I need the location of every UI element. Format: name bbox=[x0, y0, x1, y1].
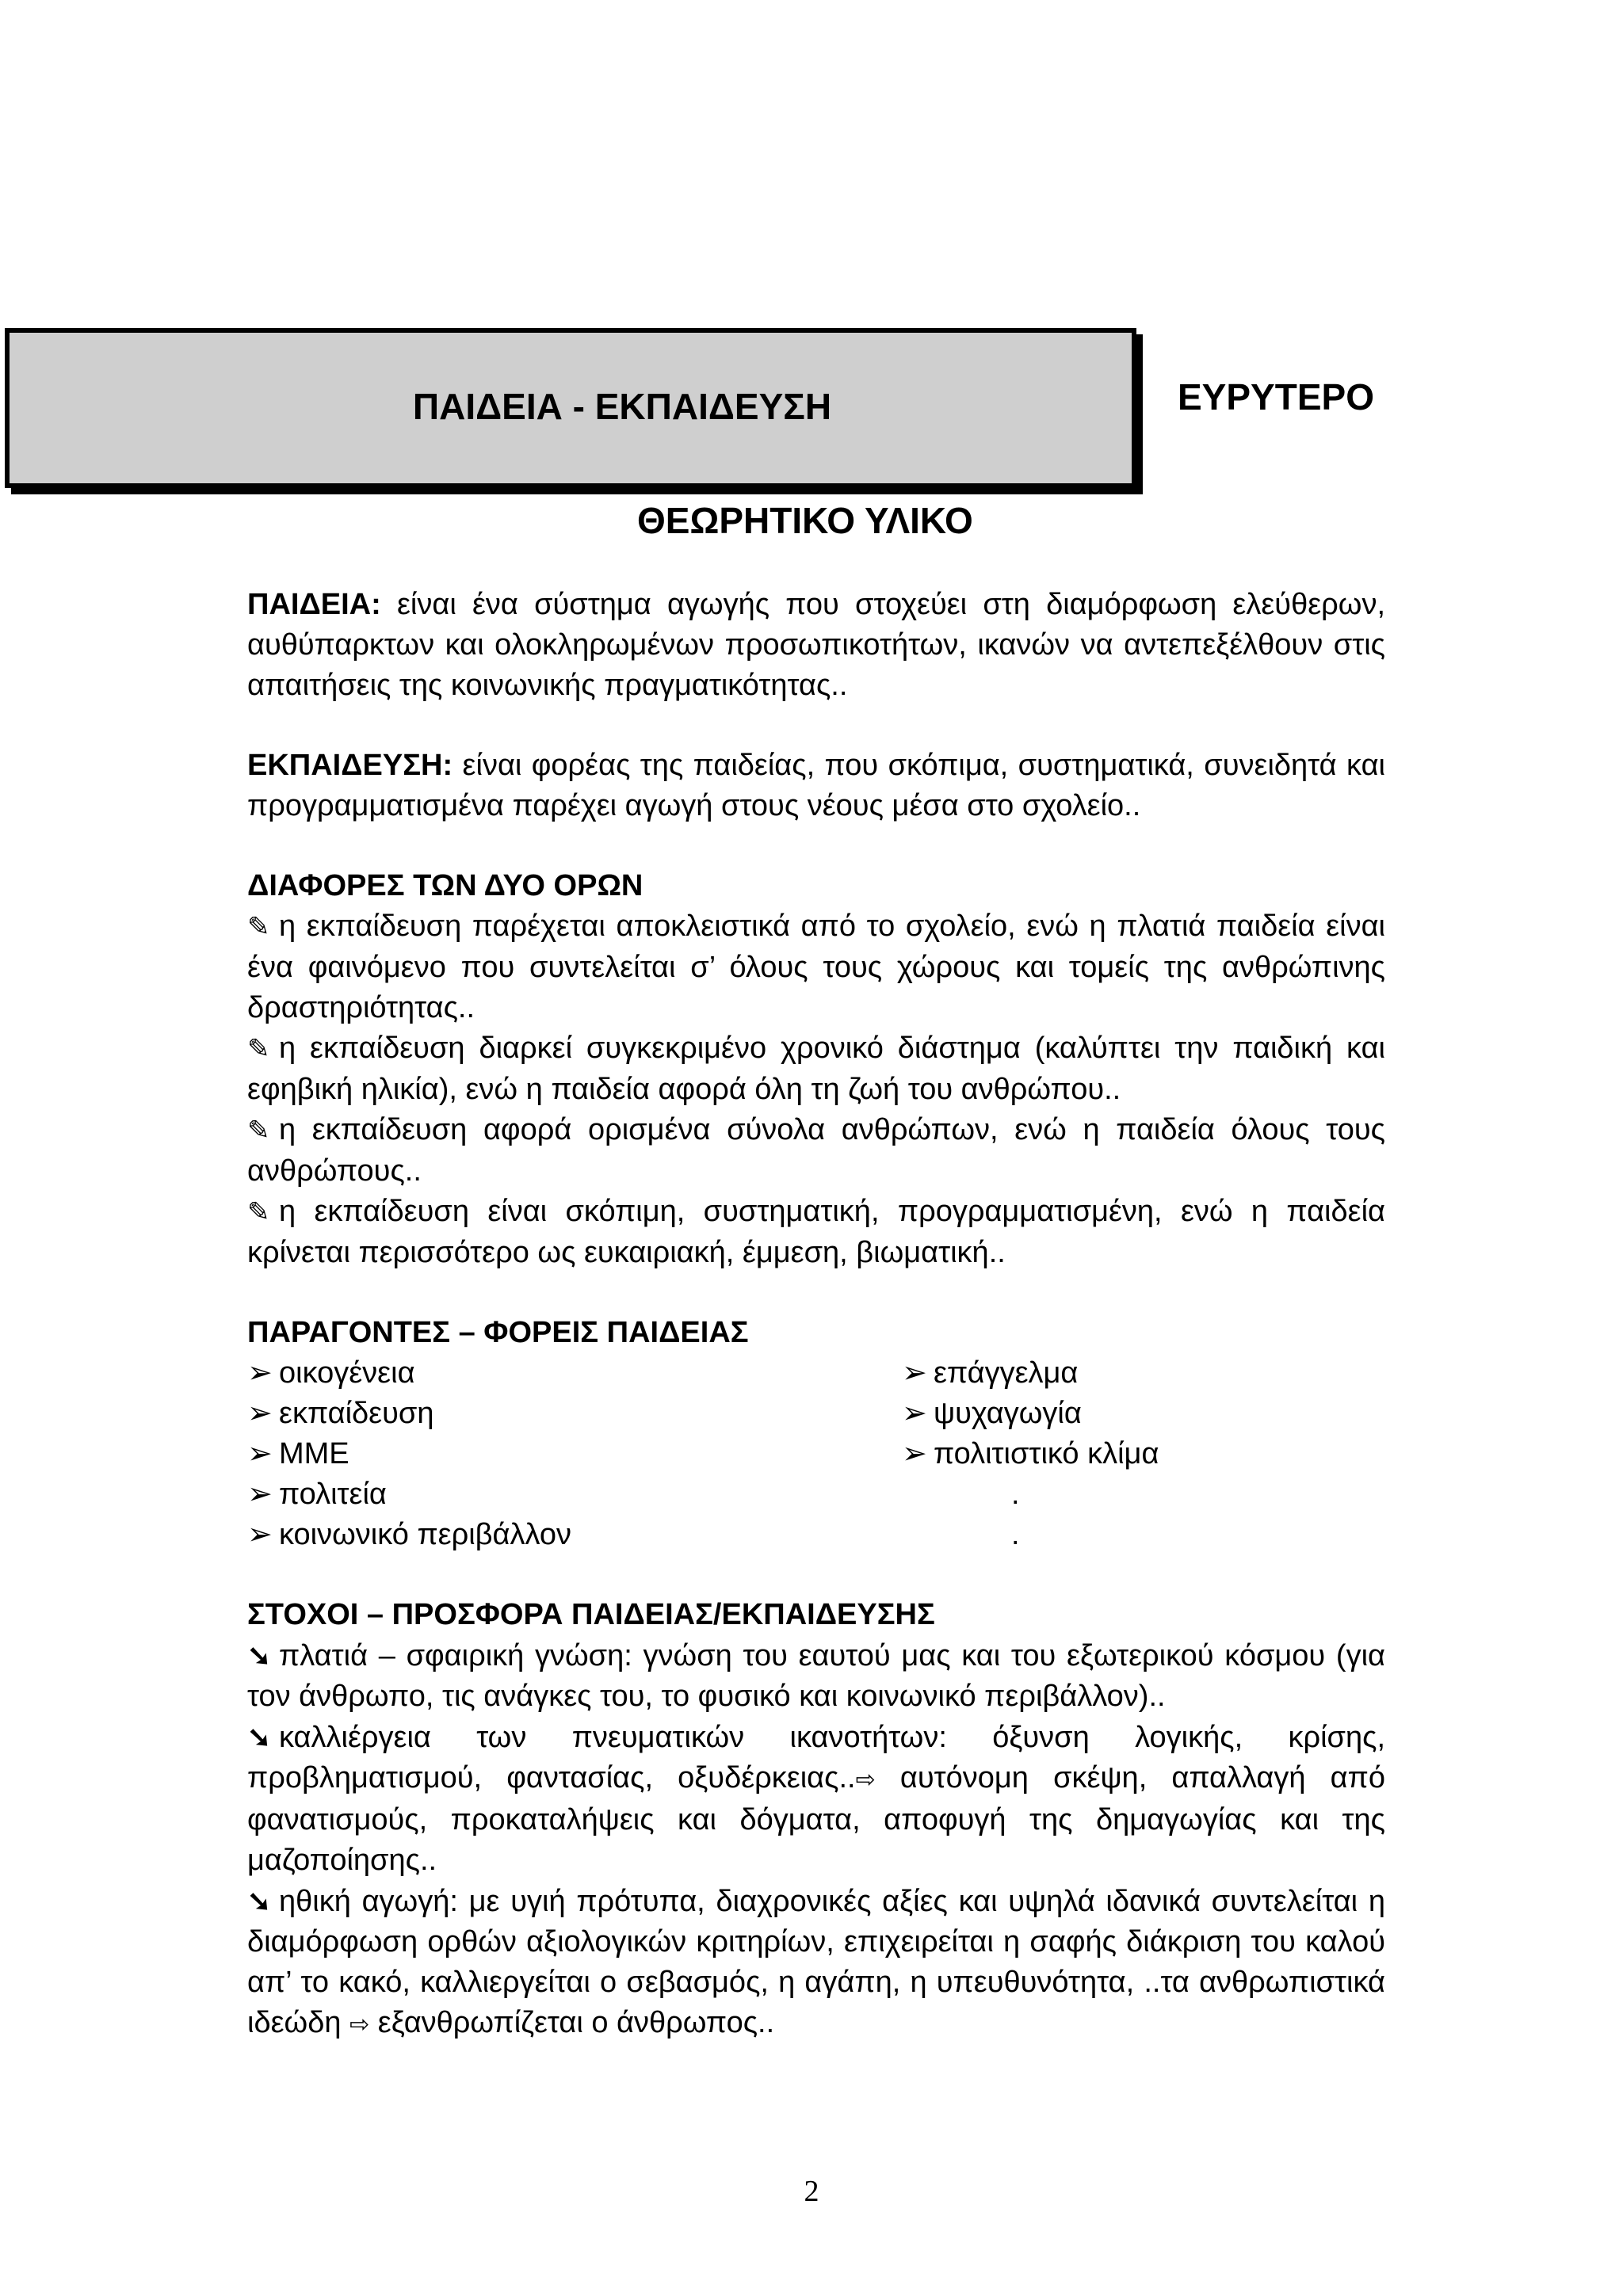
pencil-icon: ✎ bbox=[247, 912, 270, 942]
list-item-text: επάγγελμα bbox=[934, 1356, 1079, 1390]
section-heading-differences: ΔΙΑΦΟΡΕΣ ΤΩΝ ΔΥΟ ΟΡΩΝ bbox=[247, 869, 643, 902]
arrowhead-bullet-icon: ➢ bbox=[247, 1437, 273, 1470]
definition-text: είναι φορέας της παιδείας, που σκόπιμα, συστηματικά, συνειδητά και προγραμματισμένα παρέχει αγωγή στους νέους μέσα στο σχολείο.. bbox=[247, 749, 1385, 822]
diagonal-arrow-icon: ➘ bbox=[247, 1721, 272, 1753]
box-title: ΠΑΙΔΕΙΑ - ΕΚΠΑΙΔΕΥΣΗ bbox=[412, 386, 832, 427]
section-heading-goals: ΣΤΟΧΟΙ – ΠΡΟΣΦΟΡΑ ΠΑΙΔΕΙΑΣ/ΕΚΠΑΙΔΕΥΣΗΣ bbox=[247, 1598, 935, 1631]
list-item bbox=[247, 906, 1385, 1028]
list-item-text: ΜΜΕ bbox=[279, 1437, 349, 1470]
trailing-dot bbox=[902, 1515, 1385, 1555]
list-item bbox=[902, 1353, 1385, 1394]
list-item bbox=[247, 1394, 902, 1434]
arrowhead-bullet-icon: ➢ bbox=[902, 1397, 927, 1430]
hollow-right-arrow-icon: ⇨ bbox=[855, 1767, 876, 1793]
hollow-right-arrow-icon: ⇨ bbox=[349, 2012, 370, 2038]
list-item bbox=[247, 1110, 1385, 1192]
list-item bbox=[247, 1881, 1385, 2045]
section-heading-factors: ΠΑΡΑΓΟΝΤΕΣ – ΦΟΡΕΙΣ ΠΑΙΔΕΙΑΣ bbox=[247, 1316, 749, 1349]
list-item-text: οικογένεια bbox=[279, 1356, 415, 1390]
pencil-icon: ✎ bbox=[247, 1197, 270, 1227]
arrowhead-bullet-icon: ➢ bbox=[902, 1356, 927, 1390]
factors-list bbox=[247, 1353, 1385, 1555]
list-item bbox=[247, 1717, 1385, 1881]
list-item bbox=[247, 1434, 902, 1474]
definition-text: είναι ένα σύστημα αγωγής που στοχεύει στη διαμόρφωση ελεύθερων, αυθύπαρκτων και ολοκληρωμένων προσωπικοτήτων, ικανών να αντεπεξέλθουν στις απαιτήσεις της κοινωνικής πραγματικότητας.. bbox=[247, 588, 1385, 702]
list-item-text: πολιτεία bbox=[279, 1478, 387, 1511]
list-item-text: εξανθρωπίζεται ο άνθρωπος.. bbox=[369, 2006, 775, 2039]
list-item bbox=[247, 1474, 902, 1515]
list-item-text: η εκπαίδευση διαρκεί συγκεκριμένο χρονικό διάστημα (καλύπτει την παιδική και εφηβική ηλικία), ενώ η παιδεία αφορά όλη τη ζωή του ανθρώπου.. bbox=[247, 1032, 1385, 1106]
list-item-text: κοινωνικό περιβάλλον bbox=[279, 1518, 572, 1551]
pencil-icon: ✎ bbox=[247, 1116, 270, 1146]
document-body bbox=[247, 585, 1385, 2045]
page-number: 2 bbox=[804, 2175, 819, 2208]
list-item bbox=[247, 1192, 1385, 1273]
side-title: ΕΥΡΥΤΕΡΟ bbox=[1178, 376, 1374, 418]
pencil-icon: ✎ bbox=[247, 1034, 270, 1064]
definition-ekpaidefsi bbox=[247, 746, 1385, 826]
list-item-text: καλλιέργεια των πνευματικών ικανοτήτων: όξυνση λογικής, κρίσης, προβληματισμού, φαντασίας, οξυδέρκειας.. bbox=[247, 1721, 1385, 1794]
arrowhead-bullet-icon: ➢ bbox=[247, 1356, 273, 1390]
arrowhead-bullet-icon: ➢ bbox=[247, 1518, 273, 1551]
diagonal-arrow-icon: ➘ bbox=[247, 1639, 272, 1672]
list-item-text: πλατιά – σφαιρική γνώση: γνώση του εαυτού μας και του εξωτερικού κόσμου (για τον άνθρωπο, τις ανάγκες του, το φυσικό και κοινωνικό περιβάλλον).. bbox=[247, 1639, 1385, 1713]
list-item bbox=[902, 1434, 1385, 1474]
dot-text: . bbox=[1011, 1478, 1020, 1511]
term-label: ΕΚΠΑΙΔΕΥΣΗ: bbox=[247, 749, 453, 782]
arrowhead-bullet-icon: ➢ bbox=[247, 1478, 273, 1511]
arrowhead-bullet-icon: ➢ bbox=[902, 1437, 927, 1470]
trailing-dot bbox=[902, 1474, 1385, 1515]
subtitle: ΘΕΩΡΗΤΙΚΟ ΥΛΙΚΟ bbox=[637, 500, 973, 541]
title-box bbox=[5, 328, 1136, 488]
list-item bbox=[902, 1394, 1385, 1434]
list-item-text: η εκπαίδευση παρέχεται αποκλειστικά από το σχολείο, ενώ η πλατιά παιδεία είναι ένα φαινόμενο που συντελείται σ’ όλους τους χώρους και τομείς της ανθρώπινης δραστηριότητας.. bbox=[247, 910, 1385, 1024]
list-item-text: εκπαίδευση bbox=[279, 1397, 434, 1430]
list-item-text: αυτόνομη σκέψη, απαλλαγή από φανατισμούς, προκαταλήψεις και δόγματα, αποφυγή της δημαγωγίας και της μαζοποίησης.. bbox=[247, 1761, 1385, 1877]
list-item bbox=[247, 1515, 902, 1555]
list-item-text: η εκπαίδευση είναι σκόπιμη, συστηματική, προγραμματισμένη, ενώ η παιδεία κρίνεται περισσότερο ως ευκαιριακή, έμμεση, βιωματική.. bbox=[247, 1195, 1385, 1269]
definition-paideia bbox=[247, 585, 1385, 706]
diagonal-arrow-icon: ➘ bbox=[247, 1885, 272, 1917]
list-item bbox=[247, 1028, 1385, 1110]
list-item-text: πολιτιστικό κλίμα bbox=[934, 1437, 1159, 1470]
list-item-text: ηθική αγωγή: με υγιή πρότυπα, διαχρονικές αξίες και υψηλά ιδανικά συντελείται η διαμόρφωση ορθών αξιολογικών κριτηρίων, επιχειρείται η σαφής διάκριση του καλού απ’ το κακό, καλλιεργείται ο σεβασμός, η αγάπη, η υπευθυνότητα, ..τα ανθρωπιστικά ιδεώδη bbox=[247, 1885, 1385, 2039]
list-item-text: ψυχαγωγία bbox=[934, 1397, 1082, 1430]
list-item bbox=[247, 1635, 1385, 1717]
arrowhead-bullet-icon: ➢ bbox=[247, 1397, 273, 1430]
list-item bbox=[247, 1353, 902, 1394]
dot-text: . bbox=[1011, 1518, 1020, 1551]
list-item-text: η εκπαίδευση αφορά ορισμένα σύνολα ανθρώπων, ενώ η παιδεία όλους τους ανθρώπους.. bbox=[247, 1113, 1385, 1188]
term-label: ΠΑΙΔΕΙΑ: bbox=[247, 588, 381, 621]
